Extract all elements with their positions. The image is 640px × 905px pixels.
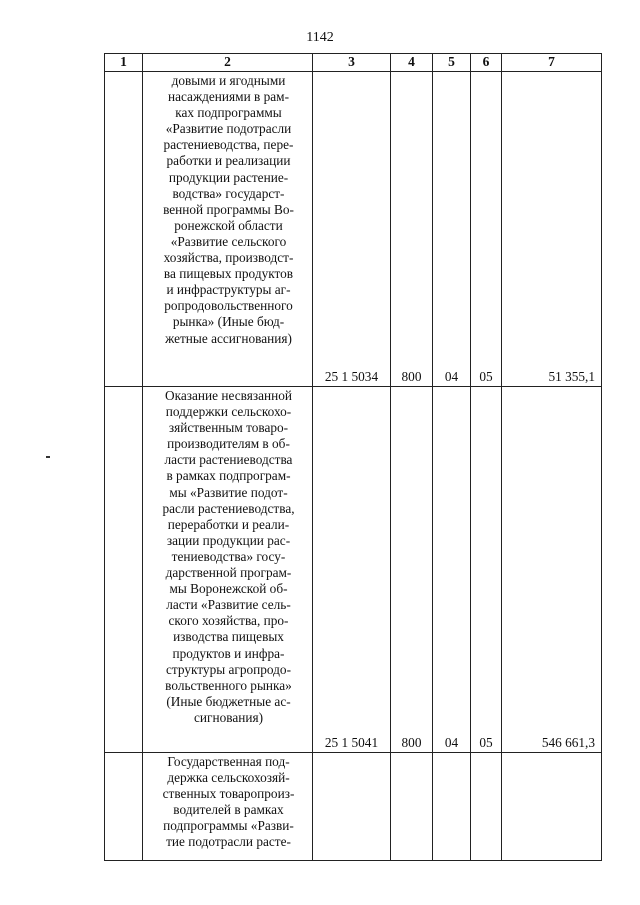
description-line: «Развитие сельского: [170, 233, 287, 249]
section-cell: 04: [433, 387, 471, 753]
description-cell: [143, 72, 313, 387]
description-line: ского хозяйства, про-: [168, 613, 289, 629]
header-col-1: 1: [105, 54, 143, 72]
amount-cell: 546 661,3: [502, 387, 602, 753]
description-line: водства» государст-: [172, 185, 285, 201]
description-line: зации продукции рас-: [166, 532, 291, 548]
description-line: мы Воронежской об-: [169, 581, 288, 597]
amount-cell: 51 355,1: [502, 72, 602, 387]
description-line: венной программы Во-: [163, 201, 294, 217]
description-line: зяйственным товаро-: [168, 420, 289, 436]
header-col-2: 2: [143, 54, 313, 72]
description-line: растениеводства, пере-: [163, 137, 294, 153]
description-line: ственных товаропроиз-: [162, 786, 295, 802]
budget-table: [104, 53, 602, 861]
description-line: ронежской области: [174, 217, 283, 233]
description-line: структуры агропродо-: [166, 661, 291, 677]
description-line: в рамках подпрограм-: [166, 468, 291, 484]
description-line: хозяйства, производст-: [163, 250, 294, 266]
subsection-cell: [471, 753, 502, 861]
description-line: сигнования): [193, 709, 264, 725]
description-line: расли растениеводства,: [162, 500, 295, 516]
description-line: Государственная под-: [167, 754, 290, 769]
description-line: изводства пищевых: [173, 629, 284, 645]
description-line: работки и реализации: [166, 153, 291, 169]
description-line: тениеводства» госу-: [171, 548, 286, 564]
description-cell: [143, 387, 313, 753]
header-col-6: 6: [471, 54, 502, 72]
description-line: Оказание несвязанной: [165, 388, 292, 403]
description-line: дарственной програм-: [165, 565, 292, 581]
description-line: и инфраструктуры аг-: [166, 282, 291, 298]
header-col-5: 5: [433, 54, 471, 72]
description-line: переработки и реали-: [167, 516, 290, 532]
header-col-3: 3: [313, 54, 391, 72]
section-cell: [433, 753, 471, 861]
expense-type-cell: [391, 753, 433, 861]
description-line: водителей в рамках: [173, 802, 284, 818]
description-line: ва пищевых продуктов: [163, 266, 294, 282]
expense-type-cell: 800: [391, 72, 433, 387]
description-line: «Развитие подотрасли: [165, 121, 292, 137]
section-cell: 04: [433, 72, 471, 387]
description-line: рынка» (Иные бюд-: [172, 314, 285, 330]
table-row: [105, 387, 602, 753]
description-line: тие подотрасли расте-: [166, 834, 291, 850]
description-line: продукции растение-: [168, 169, 289, 185]
description-line: производителям в об-: [167, 436, 290, 452]
description-line: ласти «Развитие сель-: [166, 597, 291, 613]
table-row: [105, 753, 602, 861]
description-line: жетные ассигнования): [165, 330, 292, 346]
target-article-cell: 25 1 5041: [313, 387, 391, 753]
target-article-cell: 25 1 5034: [313, 72, 391, 387]
description-line: насаждениями в рам-: [167, 89, 290, 105]
table-row: [105, 72, 602, 387]
description-line: мы «Развитие подот-: [169, 484, 288, 500]
page-number: 1142: [306, 30, 334, 45]
row-number-cell: [105, 753, 143, 861]
subsection-cell: 05: [471, 387, 502, 753]
description-line: ках подпрограммы: [175, 105, 282, 121]
header-col-4: 4: [391, 54, 433, 72]
description-line: держка сельскохозяй-: [167, 770, 290, 786]
description-line: довыми и ягодными: [171, 73, 286, 88]
header-row: [105, 54, 602, 72]
description-line: ласти растениеводства: [164, 452, 293, 468]
description-cell: [143, 753, 313, 861]
subsection-cell: 05: [471, 72, 502, 387]
stray-mark: [46, 456, 50, 458]
description-line: вольственного рынка»: [165, 677, 292, 693]
description-line: ропродовольственного: [164, 298, 293, 314]
description-line: (Иные бюджетные ас-: [166, 693, 291, 709]
row-number-cell: [105, 387, 143, 753]
expense-type-cell: 800: [391, 387, 433, 753]
description-line: подпрограммы «Разви-: [163, 818, 294, 834]
description-line: поддержки сельскохо-: [165, 404, 292, 420]
amount-cell: [502, 753, 602, 861]
row-number-cell: [105, 72, 143, 387]
description-line: продуктов и инфра-: [172, 645, 285, 661]
header-col-7: 7: [502, 54, 602, 72]
target-article-cell: [313, 753, 391, 861]
